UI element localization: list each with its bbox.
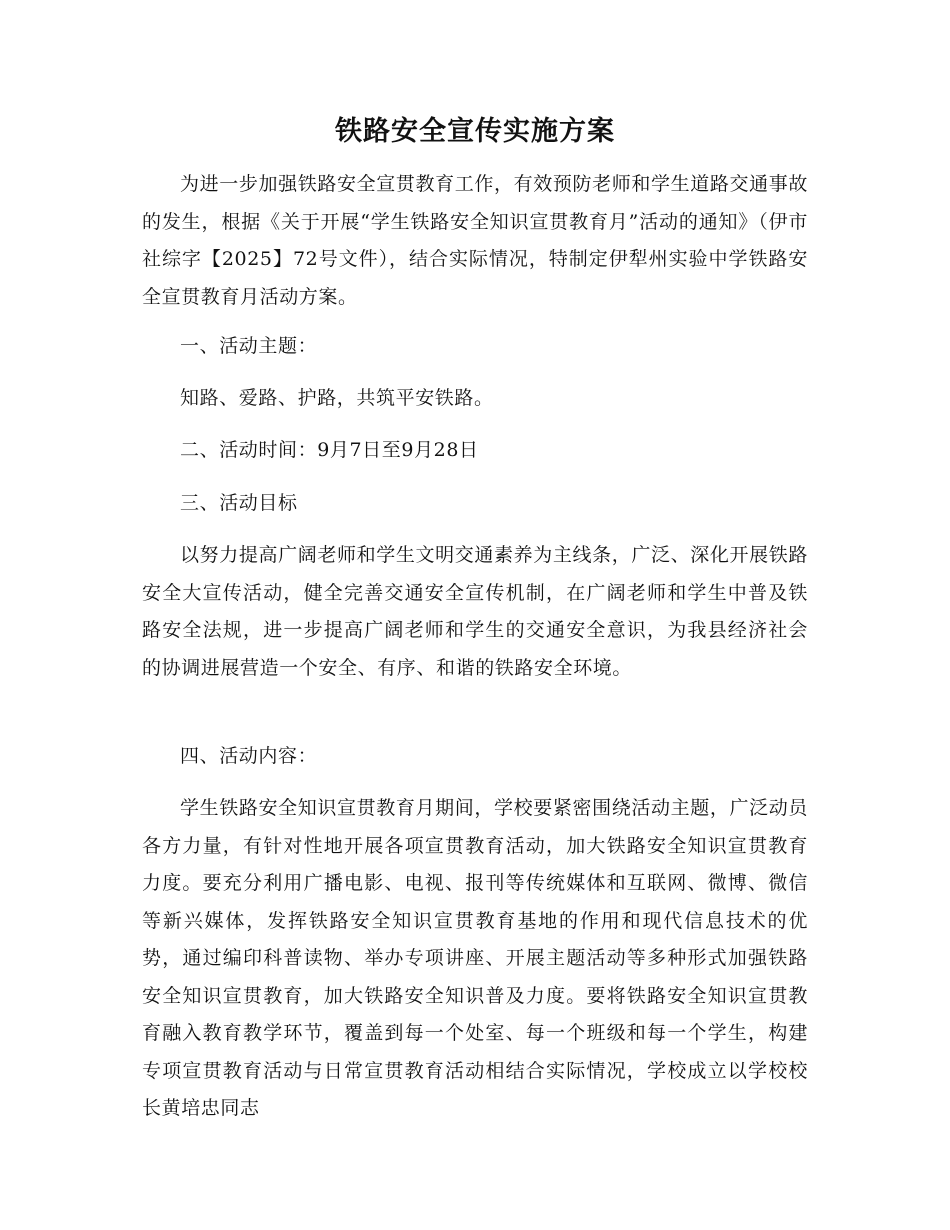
section-heading-theme: 一、活动主题： [180,335,318,357]
section-heading-content: 四、活动内容： [180,745,318,767]
section-heading-goals: 三、活动目标 [180,492,298,514]
section-text-theme: 知路、爱路、护路，共筑平安铁路。 [180,387,494,409]
section-text-content: 学生铁路安全知识宣贯教育月期间，学校要紧密围绕活动主题，广泛动员各方力量，有针对性地开展各项宣贯教育活动，加大铁路安全知识宣贯教育力度。要充分利用广播电影、电视、报刊等传统媒体和互联网、微博、微信等新兴媒体，发挥铁路安全知识宣贯教育基地的作用和现代信息技术的优势，通过编印科普读物、举办专项讲座、开展主题活动等多种形式加强铁路安全知识宣贯教育，加大铁路安全知识普及力度。要将铁路安全知识宣贯教育融入教育教学环节，覆盖到每一个处室、每一个班级和每一个学生，构建专项宣贯教育活动与日常宣贯教育活动相结合实际情况，学校成立以学校校长黄培忠同志 [142,797,808,1119]
intro-paragraph: 为进一步加强铁路安全宣贯教育工作，有效预防老师和学生道路交通事故的发生，根据《关于开展“学生铁路安全知识宣贯教育月”活动的通知》（伊市社综字【2025】72号文件），结合实际情况，特制定伊犁州实验中学铁路安全宣贯教育月活动方案。 [142,173,808,308]
section-heading-time: 二、活动时间：9月7日至9月28日 [180,439,479,461]
section-text-goals: 以努力提高广阔老师和学生文明交通素养为主线条，广泛、深化开展铁路安全大宣传活动，健全完善交通安全宣传机制，在广阔老师和学生中普及铁路安全法规，进一步提高广阔老师和学生的交通安全意识，为我县经济社会的协调进展营造一个安全、有序、和谐的铁路安全环境。 [142,544,808,679]
document-title: 铁路安全宣传实施方案 [335,116,615,147]
